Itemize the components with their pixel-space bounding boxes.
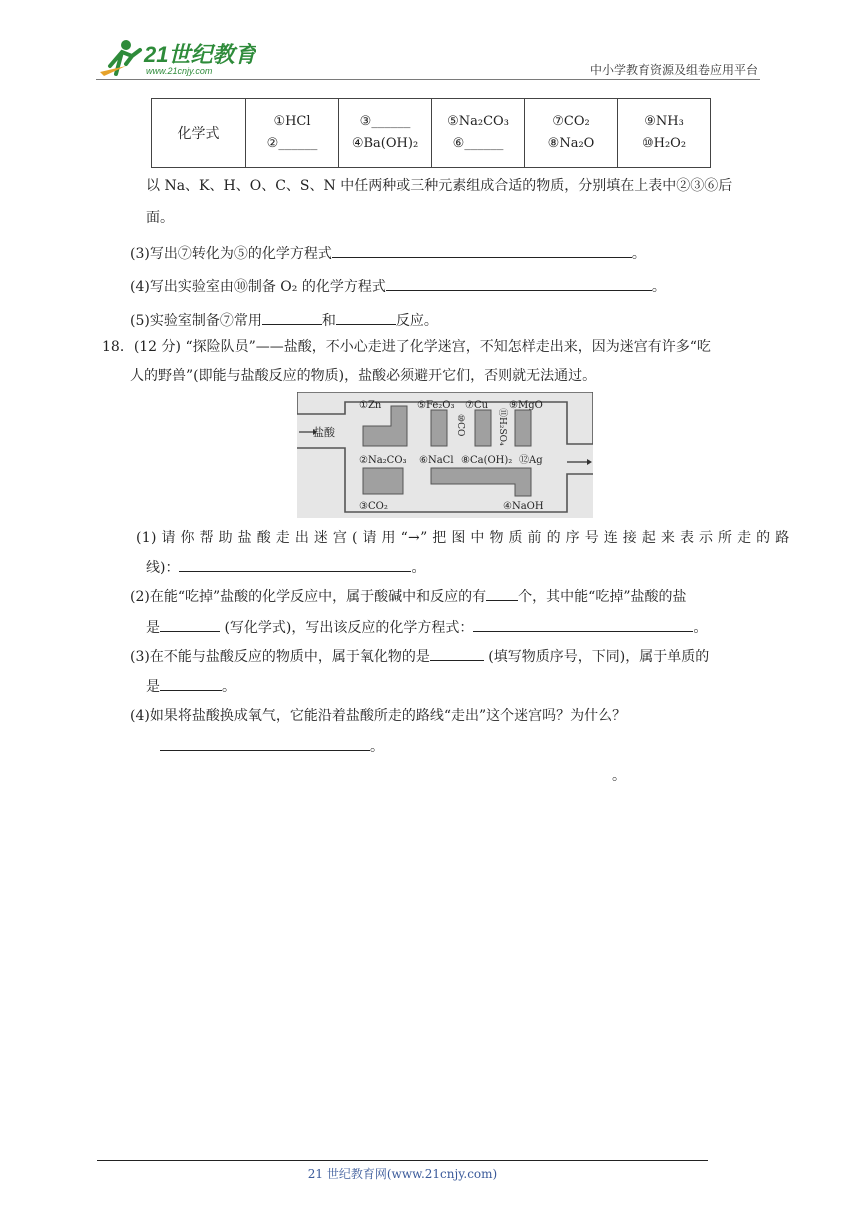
cell-top: ⑨NH₃ [644, 114, 684, 129]
maze-block-nacl [431, 468, 531, 496]
answer-blank[interactable] [336, 310, 396, 325]
footer-divider [97, 1160, 708, 1161]
q18-part1-line2 [146, 557, 425, 578]
period: 。 [222, 679, 236, 695]
q17-part5 [130, 310, 438, 331]
answer-blank[interactable] [160, 736, 370, 751]
maze-label: ⑥NaCl [419, 455, 454, 466]
maze-label: ②Na₂CO₃ [359, 455, 407, 466]
maze-block-mgo [515, 410, 531, 446]
cell-bottom: ⑩H₂O₂ [641, 136, 687, 151]
period: 。 [370, 739, 384, 755]
q18-part3-text-b: (填写物质序号，下同)，属于单质的 [483, 649, 710, 665]
answer-blank[interactable] [386, 276, 652, 291]
table-cell [432, 99, 525, 168]
q18-part2-text-a: (2)在能“吃掉”盐酸的化学反应中，属于酸碱中和反应的有 [130, 589, 487, 605]
maze-block-fe2o3 [431, 410, 447, 446]
q17-part4-text: (4)写出实验室由⑩制备 O₂ 的化学方程式 [130, 279, 386, 295]
q18-part2-line2 [146, 617, 707, 638]
q17-part3 [130, 243, 646, 264]
maze-label: ⑨MgO [509, 400, 543, 411]
q17-part4 [130, 276, 666, 297]
answer-blank[interactable] [473, 617, 693, 632]
q17-part5-text-a: (5)实验室制备⑦常用 [130, 313, 262, 329]
q17-instruction-line1: 以 Na、K、H、O、C、S、N 中任两种或三种元素组成合适的物质，分别填在上表中②③⑥后 [146, 178, 733, 194]
maze-label: ⑫Ag [519, 455, 543, 466]
maze-label: ③CO₂ [359, 501, 388, 512]
q18-part1-line1: (1) 请 你 帮 助 盐 酸 走 出 迷 宫 ( 请 用 “→” 把 图 中 物 质 前 的 序 号 连 接 起 来 表 示 所 走 的 路 [136, 530, 790, 546]
answer-blank[interactable] [430, 646, 484, 661]
q17-instruction-line2: 面。 [146, 210, 174, 226]
q18-part2-line1 [130, 586, 686, 607]
q18-part1-text: 线)： [146, 560, 180, 576]
q18-part3-text-c: 是 [146, 679, 160, 695]
cell-top: ③______ [359, 114, 411, 129]
maze-label: ⑪H₂SO₄ [497, 408, 507, 446]
q17-part5-text-c: 反应。 [395, 313, 438, 329]
period: 。 [693, 620, 708, 636]
maze-label: ①Zn [359, 400, 382, 411]
cell-top: ⑦CO₂ [552, 114, 590, 129]
answer-blank[interactable] [332, 243, 632, 258]
answer-blank[interactable] [160, 617, 220, 632]
platform-name: 中小学教育资源及组卷应用平台 [589, 63, 758, 77]
maze-diagram [297, 392, 593, 518]
q17-part3-text: (3)写出⑦转化为⑤的化学方程式 [130, 246, 332, 262]
q18-part3-text-a: (3)在不能与盐酸反应的物质中，属于氧化物的是 [130, 649, 430, 665]
cell-top: ⑤Na₂CO₃ [447, 114, 509, 129]
table-cell [618, 99, 711, 168]
brand-url: www.21cnjy.com [146, 66, 213, 76]
q18-intro-line1: 18．(12 分) “探险队员”——盐酸，不小心走进了化学迷宫，不知怎样走出来，因为迷宫有许多“吃 [102, 339, 711, 355]
cell-bottom: ②______ [266, 136, 318, 151]
answer-blank[interactable] [179, 557, 411, 572]
maze-label: ⑩CO [455, 414, 465, 437]
stray-period: 。 [612, 768, 626, 784]
maze-label: ⑤Fe₂O₃ [417, 400, 455, 411]
brand-text: 21世纪教育 [144, 42, 256, 67]
site-logo [96, 36, 256, 78]
maze-label: ⑧Ca(OH)₂ [461, 455, 513, 466]
q18-part4-line2 [160, 736, 384, 757]
footer-text: 21 世纪教育网(www.21cnjy.com) [307, 1167, 498, 1181]
maze-block-zn [363, 406, 407, 446]
maze-label: ④NaOH [503, 501, 544, 512]
period: 。 [631, 246, 646, 262]
q18-intro-line2: 人的野兽”(即能与盐酸反应的物质)，盐酸必须避开它们，否则就无法通过。 [130, 368, 597, 384]
answer-blank[interactable] [160, 676, 222, 691]
maze-entry-label: 盐酸 [313, 426, 335, 439]
maze-block-na2co3 [363, 468, 403, 494]
cell-bottom: ⑧Na₂O [547, 136, 595, 151]
maze-label: ⑦Cu [465, 400, 489, 411]
period: 。 [651, 279, 666, 295]
q18-part3-line1 [130, 646, 709, 667]
chemical-formula-table [151, 98, 711, 168]
table-cell [525, 99, 618, 168]
period: 。 [411, 560, 426, 576]
q17-part5-text-b: 和 [321, 313, 336, 329]
maze-block-cu [475, 410, 491, 446]
cell-top: ①HCl [273, 114, 311, 129]
header-divider [96, 79, 760, 80]
answer-blank[interactable] [486, 586, 518, 601]
q18-part2-text-b: 个，其中能“吃掉”盐酸的盐 [518, 589, 687, 605]
table-cell [339, 99, 432, 168]
q18-part4-line1: (4)如果将盐酸换成氧气，它能沿着盐酸所走的路线“走出”这个迷宫吗？为什么？ [130, 708, 627, 724]
cell-bottom: ⑥______ [452, 136, 504, 151]
q18-part2-text-d: (写化学式)，写出该反应的化学方程式： [220, 620, 474, 636]
answer-blank[interactable] [262, 310, 322, 325]
q18-part2-text-c: 是 [146, 620, 160, 636]
cell-bottom: ④Ba(OH)₂ [351, 136, 419, 151]
table-cell [246, 99, 339, 168]
q18-part3-line2 [146, 676, 236, 697]
row-header: 化学式 [152, 99, 246, 168]
